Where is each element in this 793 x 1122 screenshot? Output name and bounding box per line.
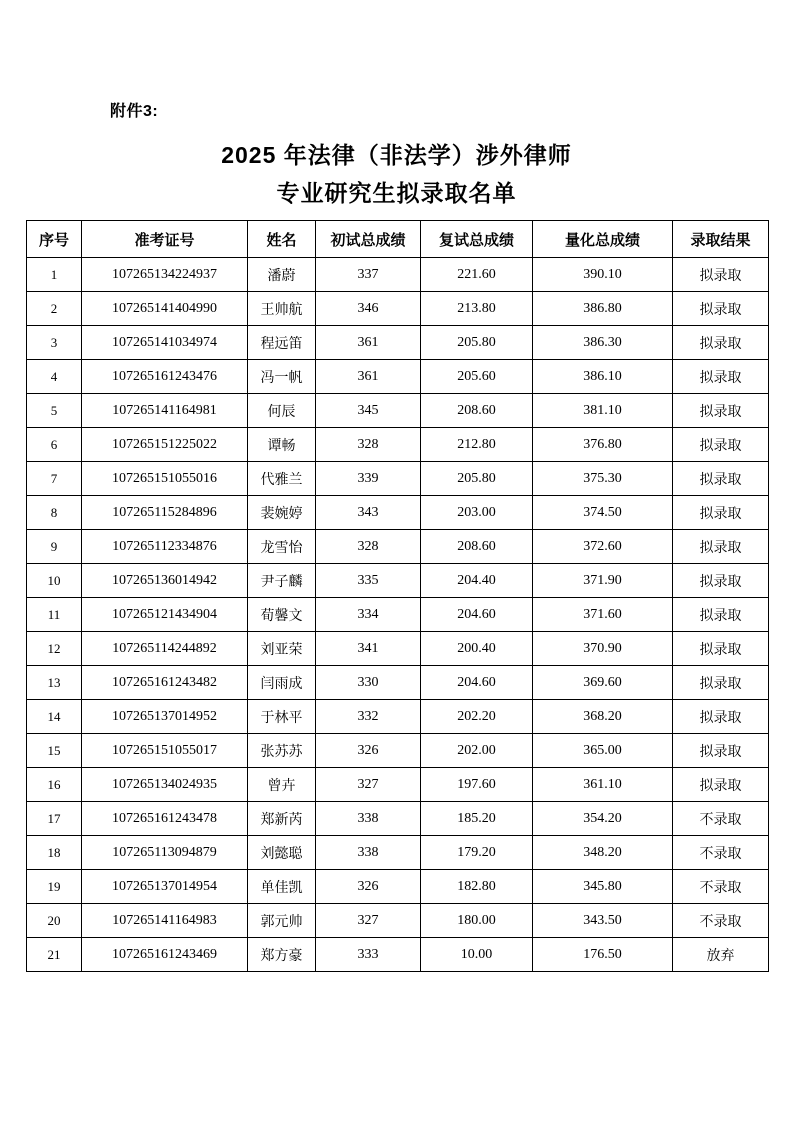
cell-first-score: 343 <box>316 496 421 530</box>
cell-index: 9 <box>27 530 82 564</box>
cell-total-score: 390.10 <box>533 258 673 292</box>
cell-index: 16 <box>27 768 82 802</box>
cell-total-score: 354.20 <box>533 802 673 836</box>
table-row <box>27 802 769 836</box>
table-row <box>27 768 769 802</box>
cell-second-score: 221.60 <box>421 258 533 292</box>
cell-total-score: 361.10 <box>533 768 673 802</box>
cell-result: 拟录取 <box>673 394 769 428</box>
cell-total-score: 376.80 <box>533 428 673 462</box>
cell-total-score: 375.30 <box>533 462 673 496</box>
cell-name: 尹子麟 <box>248 564 316 598</box>
cell-result: 不录取 <box>673 836 769 870</box>
page-title-line-2: 专业研究生拟录取名单 <box>276 180 517 206</box>
column-header-result: 录取结果 <box>673 221 769 258</box>
cell-ticket: 107265136014942 <box>82 564 248 598</box>
cell-name: 单佳凯 <box>248 870 316 904</box>
table-row <box>27 394 769 428</box>
table-row <box>27 428 769 462</box>
cell-second-score: 10.00 <box>421 938 533 972</box>
cell-total-score: 371.60 <box>533 598 673 632</box>
table-row <box>27 870 769 904</box>
cell-result: 拟录取 <box>673 734 769 768</box>
cell-first-score: 328 <box>316 428 421 462</box>
cell-total-score: 365.00 <box>533 734 673 768</box>
cell-name: 裴婉婷 <box>248 496 316 530</box>
cell-ticket: 107265151225022 <box>82 428 248 462</box>
cell-total-score: 386.80 <box>533 292 673 326</box>
cell-name: 王帅航 <box>248 292 316 326</box>
cell-ticket: 107265113094879 <box>82 836 248 870</box>
cell-index: 18 <box>27 836 82 870</box>
cell-first-score: 326 <box>316 734 421 768</box>
column-header-index: 序号 <box>27 221 82 258</box>
cell-first-score: 341 <box>316 632 421 666</box>
cell-name: 郭元帅 <box>248 904 316 938</box>
cell-total-score: 176.50 <box>533 938 673 972</box>
table-body <box>27 258 769 972</box>
cell-second-score: 205.60 <box>421 360 533 394</box>
column-header-ticket: 准考证号 <box>82 221 248 258</box>
cell-total-score: 348.20 <box>533 836 673 870</box>
cell-name: 荀馨文 <box>248 598 316 632</box>
cell-name: 于林平 <box>248 700 316 734</box>
cell-first-score: 337 <box>316 258 421 292</box>
cell-name: 何辰 <box>248 394 316 428</box>
cell-first-score: 361 <box>316 326 421 360</box>
cell-total-score: 343.50 <box>533 904 673 938</box>
cell-second-score: 182.80 <box>421 870 533 904</box>
cell-second-score: 203.00 <box>421 496 533 530</box>
cell-ticket: 107265151055017 <box>82 734 248 768</box>
table-row <box>27 666 769 700</box>
cell-result: 拟录取 <box>673 768 769 802</box>
cell-result: 拟录取 <box>673 496 769 530</box>
table-row <box>27 496 769 530</box>
cell-second-score: 208.60 <box>421 530 533 564</box>
cell-first-score: 345 <box>316 394 421 428</box>
cell-index: 10 <box>27 564 82 598</box>
cell-first-score: 333 <box>316 938 421 972</box>
cell-ticket: 107265161243482 <box>82 666 248 700</box>
cell-result: 拟录取 <box>673 462 769 496</box>
cell-total-score: 371.90 <box>533 564 673 598</box>
column-header-second-score: 复试总成绩 <box>421 221 533 258</box>
cell-index: 19 <box>27 870 82 904</box>
cell-total-score: 374.50 <box>533 496 673 530</box>
cell-index: 4 <box>27 360 82 394</box>
cell-ticket: 107265141164981 <box>82 394 248 428</box>
table-row <box>27 530 769 564</box>
cell-name: 龙雪怡 <box>248 530 316 564</box>
admission-roster-table <box>26 220 769 972</box>
cell-ticket: 107265141164983 <box>82 904 248 938</box>
table-row <box>27 598 769 632</box>
cell-index: 13 <box>27 666 82 700</box>
cell-result: 拟录取 <box>673 564 769 598</box>
cell-total-score: 386.30 <box>533 326 673 360</box>
cell-result: 拟录取 <box>673 530 769 564</box>
cell-ticket: 107265121434904 <box>82 598 248 632</box>
cell-ticket: 107265161243469 <box>82 938 248 972</box>
cell-index: 20 <box>27 904 82 938</box>
cell-name: 闫雨成 <box>248 666 316 700</box>
cell-second-score: 208.60 <box>421 394 533 428</box>
cell-first-score: 326 <box>316 870 421 904</box>
table-row <box>27 632 769 666</box>
column-header-total-score: 量化总成绩 <box>533 221 673 258</box>
cell-ticket: 107265141034974 <box>82 326 248 360</box>
page-title-line-1: 2025 年法律（非法学）涉外律师 <box>221 142 572 168</box>
cell-first-score: 334 <box>316 598 421 632</box>
cell-second-score: 202.20 <box>421 700 533 734</box>
column-header-first-score: 初试总成绩 <box>316 221 421 258</box>
cell-ticket: 107265161243476 <box>82 360 248 394</box>
cell-first-score: 335 <box>316 564 421 598</box>
cell-second-score: 202.00 <box>421 734 533 768</box>
cell-result: 拟录取 <box>673 700 769 734</box>
cell-index: 2 <box>27 292 82 326</box>
cell-index: 6 <box>27 428 82 462</box>
cell-index: 5 <box>27 394 82 428</box>
cell-ticket: 107265151055016 <box>82 462 248 496</box>
cell-second-score: 212.80 <box>421 428 533 462</box>
cell-first-score: 328 <box>316 530 421 564</box>
cell-first-score: 327 <box>316 904 421 938</box>
cell-ticket: 107265141404990 <box>82 292 248 326</box>
cell-first-score: 361 <box>316 360 421 394</box>
table-row <box>27 326 769 360</box>
cell-first-score: 327 <box>316 768 421 802</box>
cell-total-score: 386.10 <box>533 360 673 394</box>
cell-name: 郑新芮 <box>248 802 316 836</box>
cell-name: 代雅兰 <box>248 462 316 496</box>
cell-result: 拟录取 <box>673 292 769 326</box>
cell-result: 拟录取 <box>673 666 769 700</box>
cell-first-score: 346 <box>316 292 421 326</box>
cell-second-score: 180.00 <box>421 904 533 938</box>
cell-second-score: 204.40 <box>421 564 533 598</box>
table-row <box>27 360 769 394</box>
cell-ticket: 107265114244892 <box>82 632 248 666</box>
cell-index: 8 <box>27 496 82 530</box>
cell-total-score: 369.60 <box>533 666 673 700</box>
cell-index: 11 <box>27 598 82 632</box>
cell-name: 郑方豪 <box>248 938 316 972</box>
cell-first-score: 338 <box>316 802 421 836</box>
table-row <box>27 836 769 870</box>
cell-ticket: 107265112334876 <box>82 530 248 564</box>
cell-total-score: 345.80 <box>533 870 673 904</box>
attachment-label: 附件3: <box>110 103 159 120</box>
cell-index: 21 <box>27 938 82 972</box>
cell-total-score: 372.60 <box>533 530 673 564</box>
table-row <box>27 258 769 292</box>
cell-index: 17 <box>27 802 82 836</box>
cell-second-score: 205.80 <box>421 462 533 496</box>
cell-name: 程远笛 <box>248 326 316 360</box>
cell-second-score: 179.20 <box>421 836 533 870</box>
cell-ticket: 107265134024935 <box>82 768 248 802</box>
cell-second-score: 204.60 <box>421 666 533 700</box>
cell-name: 刘亚荣 <box>248 632 316 666</box>
cell-second-score: 204.60 <box>421 598 533 632</box>
table-row <box>27 292 769 326</box>
cell-ticket: 107265161243478 <box>82 802 248 836</box>
column-header-name: 姓名 <box>248 221 316 258</box>
cell-index: 14 <box>27 700 82 734</box>
cell-first-score: 330 <box>316 666 421 700</box>
table-header-row <box>27 221 769 258</box>
cell-ticket: 107265137014952 <box>82 700 248 734</box>
cell-name: 张苏苏 <box>248 734 316 768</box>
cell-result: 拟录取 <box>673 598 769 632</box>
cell-index: 7 <box>27 462 82 496</box>
table-row <box>27 564 769 598</box>
table-row <box>27 734 769 768</box>
cell-result: 拟录取 <box>673 428 769 462</box>
cell-name: 冯一帆 <box>248 360 316 394</box>
page-title <box>0 136 793 212</box>
cell-result: 拟录取 <box>673 632 769 666</box>
table-row <box>27 462 769 496</box>
cell-first-score: 339 <box>316 462 421 496</box>
cell-result: 拟录取 <box>673 258 769 292</box>
table-row <box>27 700 769 734</box>
cell-name: 刘懿聪 <box>248 836 316 870</box>
cell-first-score: 338 <box>316 836 421 870</box>
cell-second-score: 213.80 <box>421 292 533 326</box>
cell-ticket: 107265137014954 <box>82 870 248 904</box>
cell-index: 12 <box>27 632 82 666</box>
cell-name: 谭畅 <box>248 428 316 462</box>
cell-second-score: 200.40 <box>421 632 533 666</box>
cell-index: 15 <box>27 734 82 768</box>
cell-ticket: 107265134224937 <box>82 258 248 292</box>
cell-result: 拟录取 <box>673 326 769 360</box>
cell-result: 不录取 <box>673 904 769 938</box>
cell-index: 1 <box>27 258 82 292</box>
cell-result: 拟录取 <box>673 360 769 394</box>
cell-name: 曾卉 <box>248 768 316 802</box>
cell-result: 不录取 <box>673 870 769 904</box>
cell-second-score: 197.60 <box>421 768 533 802</box>
cell-first-score: 332 <box>316 700 421 734</box>
cell-name: 潘蔚 <box>248 258 316 292</box>
cell-index: 3 <box>27 326 82 360</box>
cell-total-score: 381.10 <box>533 394 673 428</box>
table-row <box>27 938 769 972</box>
cell-second-score: 185.20 <box>421 802 533 836</box>
cell-result: 放弃 <box>673 938 769 972</box>
cell-result: 不录取 <box>673 802 769 836</box>
cell-ticket: 107265115284896 <box>82 496 248 530</box>
cell-second-score: 205.80 <box>421 326 533 360</box>
cell-total-score: 370.90 <box>533 632 673 666</box>
table-row <box>27 904 769 938</box>
cell-total-score: 368.20 <box>533 700 673 734</box>
